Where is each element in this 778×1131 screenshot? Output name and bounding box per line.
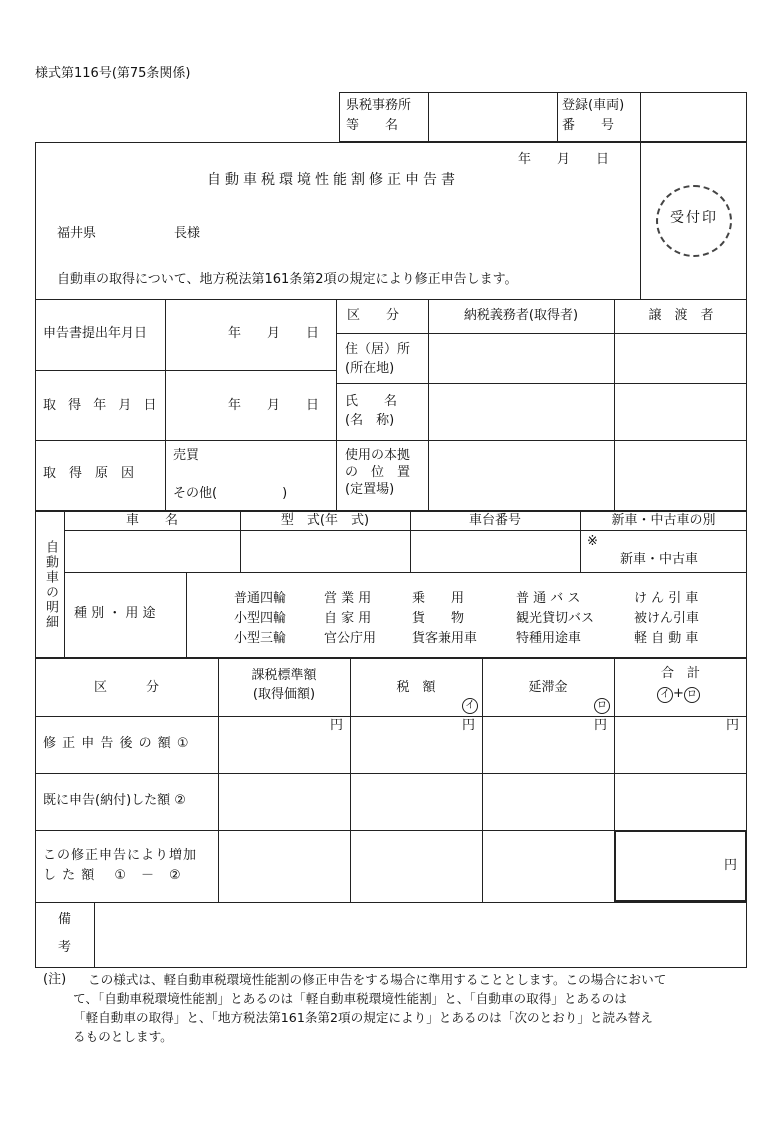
col-model: 型 式(年 式) (280, 513, 370, 528)
late-mark: ロ (594, 697, 610, 714)
base-label-3: (定置場) (345, 482, 395, 497)
address-label-2: (所在地) (345, 361, 395, 376)
transferor-name-field[interactable] (616, 385, 746, 439)
amount-kubun: 区 分 (93, 680, 159, 695)
submit-date-label: 申告書提出年月日 (43, 326, 148, 341)
row2-label: 既に申告(納付)した額 ② (43, 793, 186, 808)
new-used-options[interactable]: 新車・中古車 (620, 552, 699, 567)
transferor-base-field[interactable] (616, 442, 746, 510)
car-name-field[interactable] (66, 532, 238, 570)
type-option[interactable]: 小型三輪 (234, 631, 287, 646)
row3-label-1: この修正申告により増加 (43, 848, 198, 863)
type-option[interactable]: 被けん引車 (634, 611, 700, 626)
note-line-3: 「軽自動車の取得」と、「地方税法第161条第2項の規定により」とあるのは「次のとおり」と読み替え (73, 1010, 653, 1025)
addressee-pref: 福井県 (57, 226, 97, 241)
note-prefix: (注) (43, 972, 67, 987)
taxpayer-address-field[interactable] (430, 335, 613, 382)
base-label-2: の 位 置 (345, 465, 411, 480)
office-label-1: 県税事務所 (346, 98, 412, 113)
base-amount-1: 課税標準額 (251, 668, 317, 683)
new-used-mark: ※ (587, 534, 598, 549)
tax-amount-label: 税 額 (396, 680, 436, 695)
col-car-name: 車 名 (125, 513, 178, 528)
reg-label-2: 番 号 (562, 118, 615, 133)
yen-unit: 円 (724, 858, 738, 873)
type-option[interactable]: 自 家 用 (324, 611, 372, 626)
remarks-label-2: 考 (58, 940, 72, 955)
taxpayer-base-field[interactable] (430, 442, 613, 510)
type-option[interactable]: 普通四輪 (234, 591, 287, 606)
type-option[interactable]: 特種用途車 (516, 631, 582, 646)
tax-mark: イ (462, 697, 478, 714)
transferor-address-field[interactable] (616, 335, 746, 382)
remarks-field[interactable] (96, 904, 745, 966)
office-name-field[interactable] (430, 94, 555, 140)
type-usage-label: 種 別 ・ 用 途 (74, 606, 156, 621)
type-option[interactable]: 営 業 用 (324, 591, 372, 606)
statement: 自動車の取得について、地方税法第161条第2項の規定により修正申告します。 (57, 272, 518, 287)
row1-label: 修 正 申 告 後 の 額 ① (43, 736, 190, 751)
note-line-1: この様式は、軽自動車税環境性能割の修正申告をする場合に準用することとします。この場合において (88, 972, 667, 987)
submit-date-value[interactable]: 年 月 日 (228, 326, 320, 341)
note-line-2: て、「自動車税環境性能割」とあるのは「軽自動車税環境性能割」と、「自動車の取得」とあるのは (73, 991, 627, 1006)
type-option[interactable]: 軽 自 動 車 (634, 631, 699, 646)
addressee-suffix: 長様 (174, 226, 201, 241)
type-option[interactable]: 貨客兼用車 (412, 631, 478, 646)
col-new-used: 新車・中古車の別 (611, 513, 716, 528)
yen-unit: 円 (594, 718, 608, 733)
name-label-1: 氏 名 (345, 394, 398, 409)
type-usage-grid (234, 587, 724, 646)
type-option[interactable]: 貨 物 (412, 611, 465, 626)
acquire-cause-label: 取 得 原 因 (43, 466, 135, 481)
registration-number-field[interactable] (642, 94, 745, 140)
acquire-date-label: 取 得 年 月 日 (43, 398, 161, 413)
type-option[interactable]: 普 通 バ ス (516, 591, 581, 606)
cause-option-other[interactable]: その他( ) (173, 486, 288, 501)
col-chassis: 車台番号 (468, 513, 521, 528)
name-label-2: (名 称) (345, 413, 395, 428)
yen-unit: 円 (330, 718, 344, 733)
taxpayer-name-field[interactable] (430, 385, 613, 439)
type-option[interactable]: 小型四輪 (234, 611, 287, 626)
type-option[interactable]: け ん 引 車 (634, 591, 699, 606)
chassis-field[interactable] (412, 532, 578, 570)
yen-unit: 円 (462, 718, 476, 733)
acquire-date-value[interactable]: 年 月 日 (228, 398, 320, 413)
party-kubun: 区 分 (347, 308, 400, 323)
type-option[interactable]: 乗 用 (412, 591, 465, 606)
vehicle-side-label: 自動車の明細 (43, 540, 58, 630)
form-number: 様式第116号(第75条関係) (35, 66, 191, 81)
model-field[interactable] (242, 532, 408, 570)
yen-unit: 円 (726, 718, 740, 733)
office-label-2: 等 名 (346, 118, 399, 133)
note-line-4: るものとします。 (73, 1029, 173, 1044)
remarks-label-1: 備 (58, 912, 72, 927)
total-formula: イ + ロ (657, 686, 700, 703)
late-fee-label: 延滞金 (528, 680, 568, 695)
type-option[interactable]: 官公庁用 (324, 631, 377, 646)
type-option[interactable]: 観光貸切バス (516, 611, 595, 626)
address-label-1: 住（居）所 (345, 342, 411, 357)
row3-label-2: し た 額 ① － ② (43, 868, 182, 883)
header-date: 年 月 日 (518, 152, 610, 167)
party-taxpayer: 納税義務者(取得者) (463, 308, 579, 323)
party-transferor: 譲 渡 者 (648, 308, 714, 323)
base-label-1: 使用の本拠 (345, 448, 411, 463)
cause-option-sale[interactable]: 売買 (173, 448, 200, 463)
total-label: 合 計 (660, 666, 700, 681)
reception-stamp-label: 受付印 (670, 210, 718, 226)
form-title: 自動車税環境性能割修正申告書 (207, 172, 459, 188)
base-amount-2: (取得価額) (252, 687, 316, 702)
reg-label-1: 登録(車両) (562, 98, 625, 113)
